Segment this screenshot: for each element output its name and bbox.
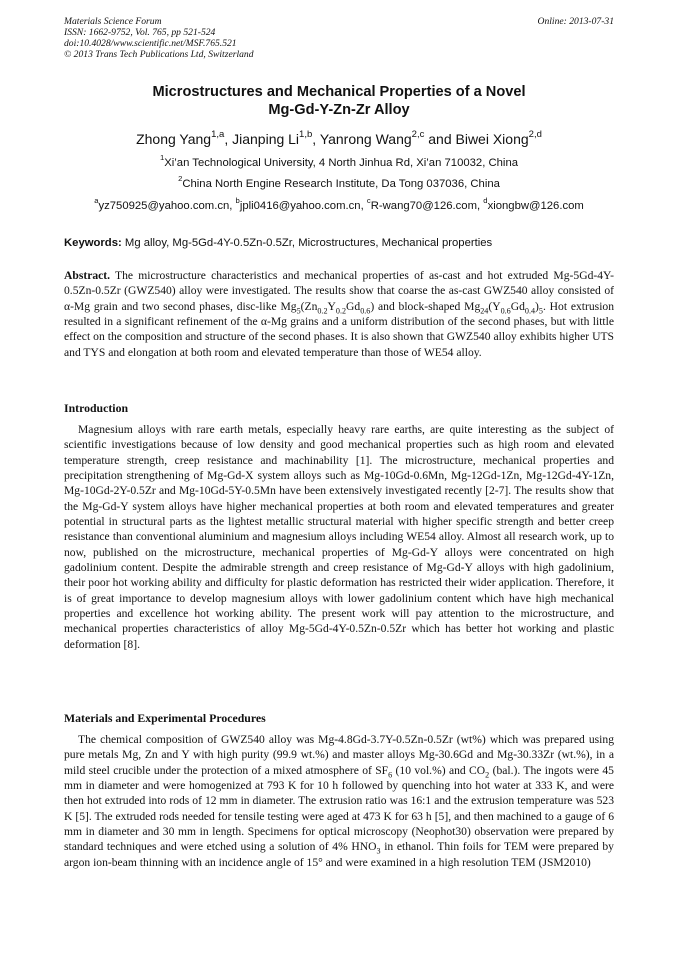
- affiliation-2: $^2$China North Engine Research Institute, Da Tong 037036, China: [178, 174, 500, 190]
- author-name: Biwei Xiong: [455, 131, 529, 147]
- email-link[interactable]: jpli0416@yahoo.com.cn: [239, 200, 361, 212]
- author-sup: 2,c: [411, 128, 425, 140]
- copyright: © 2013 Trans Tech Publications Ltd, Switzerland: [64, 49, 254, 60]
- author-name: Jianping Li: [232, 131, 300, 147]
- affiliation-1: $^1$Xi’an Technological University, 4 North Jinhua Rd, Xi’an 710032, China: [159, 153, 519, 169]
- introduction-heading: Introduction: [64, 401, 129, 415]
- email-link[interactable]: yz750925@yahoo.com.cn: [98, 200, 230, 212]
- title-line-2: Mg-Gd-Y-Zn-Zr Alloy: [268, 102, 410, 118]
- doi: doi:10.4028/www.scientific.net/MSF.765.521: [64, 38, 237, 49]
- abstract: Abstract. The microstructure characteristics and mechanical properties of as-cast and hot extruded Mg-5Gd-4Y-0.5Zn-0.5Zr (GWZ540) alloy were investigated. The results show that coarse the as-cast GWZ540 alloy consisted of α-Mg grain and two second phases, disc-like $Mg_5(Zn_{0.2}Y_{0.2}Gd_{0.6})$ and block-shaped $Mg_{24}(Y_{0.6}Gd_{0.4})_5$. Hot extrusion resulted in a significant refinement of the α-Mg grains and a uniform distribution of the second phases, but with little effect on the composition and structure of the second phases. It is also shown that GWZ540 alloy exhibits higher UTS and TYS and elongation at both room and elevated temperature than those of WE54 alloy.: [64, 269, 615, 359]
- email-link[interactable]: xiongbw@126.com: [487, 200, 584, 212]
- issn: ISSN: 1662-9752, Vol. 765, pp 521-524: [64, 27, 216, 38]
- methods-text: The chemical composition of GWZ540 alloy was Mg-4.8Gd-3.7Y-0.5Zn-0.5Zr (wt%) which was prepared using pure metals Mg, Zn and Y with high purity (99.9 wt.%) and master alloys Mg-30.6Gd and Mg-30.33Zr (wt.%), in a mild steel crucible under the protection of a mixed atmosphere of $SF_6$ (10 vol.%) and $CO_2$ (bal.). The ingots were 45 mm in diameter and were homogenized at 793 K for 10 h followed by quenching into hot water at 333 K, and were then hot extruded into rods of 12 mm in diameter. The extrusion ratio was 16:1 and the extrusion temperature was 523 K [5]. The extruded rods needed for tensile testing were aged at 473 K for 63 h [5], and then machined to a gauge of 6 mm in diameter and 30 mm in length. Specimens for optical microscopy (Neophot30) observation were prepared by standard techniques and were etched using a solution of 4% $HNO_3$ in ethanol. Thin foils for TEM were prepared by argon ion-beam thinning with an incidence angle of 15° and were examined in a high resolution TEM (JSM2010): [64, 733, 614, 869]
- title-line-1: Microstructures and Mechanical Properties of a Novel: [152, 84, 526, 100]
- online-date: Online: 2013-07-31: [537, 16, 614, 27]
- author-sup: 1,b: [299, 128, 313, 140]
- keywords: [64, 236, 614, 250]
- abstract-label: Abstract.: [64, 269, 111, 282]
- email-link[interactable]: R-wang70@126.com: [370, 200, 477, 212]
- keywords-text: Mg alloy, Mg-5Gd-4Y-0.5Zn-0.5Zr, Microstructures, Mechanical properties: [124, 237, 493, 249]
- author-name: Yanrong Wang: [319, 131, 412, 147]
- author-emails: $^a$yz750925@yahoo.com.cn, $^b$jpli0416@yahoo.com.cn, $^c$R-wang70@126.com, $^d$xiongbw@126.com: [94, 196, 584, 212]
- author-sup: 1,a: [211, 128, 225, 140]
- journal-header: [64, 16, 254, 60]
- author-name: Zhong Yang: [136, 131, 212, 147]
- journal-name: Materials Science Forum: [64, 16, 162, 27]
- introduction-text: Magnesium alloys with rare earth metals, especially heavy rare earths, are quite interesting as the subject of scientific investigations because of low density and good mechanical properties such as high room and elevated temperature strength, creep resistance and machinability [1]. The microstructure, mechanical properties and precipitation strengthening of Mg-Gd-X system alloys such as Mg-10Gd-0.6Mn, Mg-12Gd-1Zn, Mg-12Gd-4Y-1Zn, Mg-10Gd-2Y-0.5Zr and Mg-10Gd-5Y-0.5Mn have been extensively investigated recently [2-7]. The results show that the Mg-Gd-Y system alloys have higher mechanical properties at both room and elevated temperatures and greater potential in structural parts as the lightest metallic structural material with higher specific strength and better creep resistance than conventional aluminium and magnesium alloys including WE54 alloy. Almost all research work, up to now, published on the microstructure, mechanical properties of Mg-Gd-Y alloys were concentrated on high gadolinium content. Despite the admirable strength and creep resistance of Mg-Gd-Y alloys with high gadolinium, their poor hot working ability and difficulty for plastic deformation has restricted their wider application. Therefore, it is of great importance to develop magnesium alloys with lower gadolinium content which have high mechanical properties and excellence hot working ability. The present work will pay attention to the microstructure, and mechanical properties characteristics of alloy Mg-5Gd-4Y-0.5Zn-0.5Zr which has better hot working and plastic deformation [8].: [64, 423, 614, 651]
- author-sup: 2,d: [528, 128, 542, 140]
- paper-title: [64, 83, 614, 119]
- methods-heading: Materials and Experimental Procedures: [64, 711, 266, 725]
- author-list: Zhong Yang$^{1,a}$, Jianping Li$^{1,b}$, Yanrong Wang$^{2,c}$ and Biwei Xiong$^{2,d}$: [136, 128, 542, 147]
- keywords-label: Keywords:: [64, 237, 122, 249]
